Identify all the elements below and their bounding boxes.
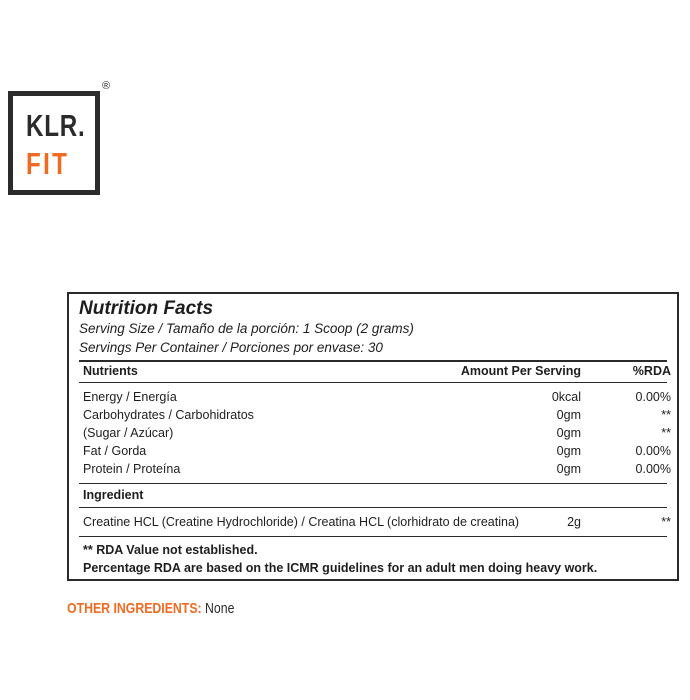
divider: [79, 483, 667, 484]
divider: [79, 382, 667, 383]
nutrition-facts-panel: [67, 292, 679, 581]
other-ingredients: [67, 600, 241, 617]
nutrient-rda: **: [661, 408, 671, 422]
nutrition-facts-title: Nutrition Facts: [79, 298, 214, 319]
nutrient-amount: 0gm: [556, 444, 581, 458]
nutrient-rda: 0.00%: [635, 390, 671, 404]
divider: [79, 507, 667, 508]
nutrient-name: Protein / Proteína: [83, 462, 181, 476]
header-rda: %RDA: [632, 364, 671, 378]
other-ingredients-label: OTHER INGREDIENTS:: [67, 600, 202, 617]
serving-size: Serving Size / Tamaño de la porción: 1 Scoop (2 grams): [79, 321, 414, 336]
other-ingredients-value: None: [205, 600, 235, 617]
rda-basis-note: Percentage RDA are based on the ICMR guidelines for an adult men doing heavy work.: [83, 561, 598, 575]
divider: [79, 536, 667, 537]
nutrient-name: Energy / Energía: [83, 390, 177, 404]
nutrient-name: Carbohydrates / Carbohidratos: [83, 408, 254, 422]
nutrient-amount: 0gm: [556, 408, 581, 422]
logo-text-fit: FIT: [26, 146, 70, 181]
divider: [79, 360, 667, 362]
servings-per-container: Servings Per Container / Porciones por envase: 30: [79, 340, 383, 355]
nutrient-name: (Sugar / Azúcar): [83, 426, 174, 440]
registered-mark: ®: [102, 80, 111, 92]
nutrient-amount: 0gm: [556, 426, 581, 440]
ingredient-name: Creatine HCL (Creatine Hydrochloride) / Creatina HCL (clorhidrato de creatina): [83, 515, 520, 529]
rda-note: ** RDA Value not established.: [83, 543, 258, 557]
header-amount: Amount Per Serving: [460, 364, 581, 378]
nutrient-name: Fat / Gorda: [83, 444, 147, 458]
nutrient-rda: 0.00%: [635, 462, 671, 476]
logo-text-klr: KLR.: [26, 108, 86, 143]
ingredient-rda: **: [661, 515, 671, 529]
nutrient-amount: 0kcal: [551, 390, 581, 404]
ingredient-header: Ingredient: [83, 488, 144, 502]
nutrient-amount: 0gm: [556, 462, 581, 476]
header-nutrients: Nutrients: [83, 364, 138, 378]
brand-logo: [8, 91, 100, 195]
nutrient-rda: **: [661, 426, 671, 440]
ingredient-amount: 2g: [567, 515, 581, 529]
nutrient-rda: 0.00%: [635, 444, 671, 458]
